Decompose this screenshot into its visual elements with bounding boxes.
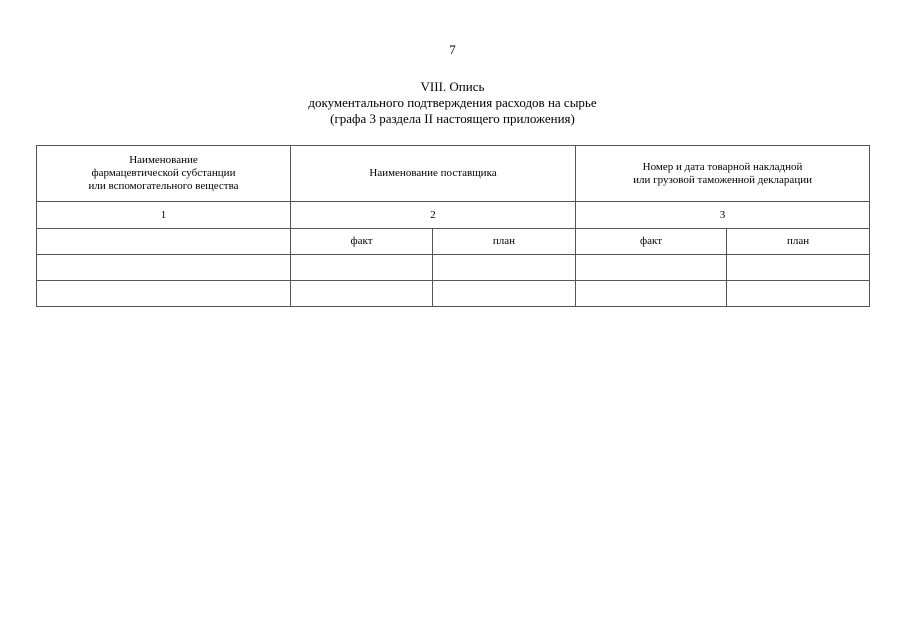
subheader-plan: план	[433, 229, 576, 255]
column-number-row	[37, 202, 870, 229]
header-substance-line: Наименование	[129, 154, 198, 166]
subheader-plan: план	[727, 229, 870, 255]
header-invoice-line: Номер и дата товарной накладной	[642, 160, 803, 173]
header-invoice-number	[576, 146, 870, 202]
table-cell	[291, 255, 433, 281]
subheader-fact: факт	[291, 229, 433, 255]
subheader-fact: факт	[576, 229, 727, 255]
table-cell	[37, 229, 291, 255]
table-cell	[433, 255, 576, 281]
section-title: VIII. Опись	[420, 79, 485, 94]
column-number: 1	[37, 202, 291, 229]
table-cell	[37, 255, 291, 281]
header-supplier-name: Наименование поставщика	[291, 146, 576, 202]
table-row	[37, 255, 870, 281]
table-cell	[576, 281, 727, 307]
table-cell	[37, 281, 291, 307]
section-heading	[0, 79, 905, 127]
header-substance-line: фармацевтической субстанции	[91, 167, 236, 179]
table-cell	[576, 255, 727, 281]
section-subtitle: документального подтверждения расходов на сырье	[308, 95, 597, 110]
table-cell	[727, 281, 870, 307]
page-number: 7	[449, 42, 456, 57]
table-cell	[291, 281, 433, 307]
column-number: 3	[576, 202, 870, 229]
column-number: 2	[291, 202, 576, 229]
table-row	[37, 281, 870, 307]
section-reference: (графа 3 раздела II настоящего приложения)	[330, 111, 575, 126]
header-substance-name	[37, 146, 291, 202]
subheader-row	[37, 229, 870, 255]
header-substance-line: или вспомогательного вещества	[88, 180, 239, 192]
table-header-row	[37, 146, 870, 202]
table-cell	[433, 281, 576, 307]
header-invoice-line: или грузовой таможенной декларации	[633, 173, 812, 186]
inventory-table	[36, 145, 870, 307]
table-cell	[727, 255, 870, 281]
